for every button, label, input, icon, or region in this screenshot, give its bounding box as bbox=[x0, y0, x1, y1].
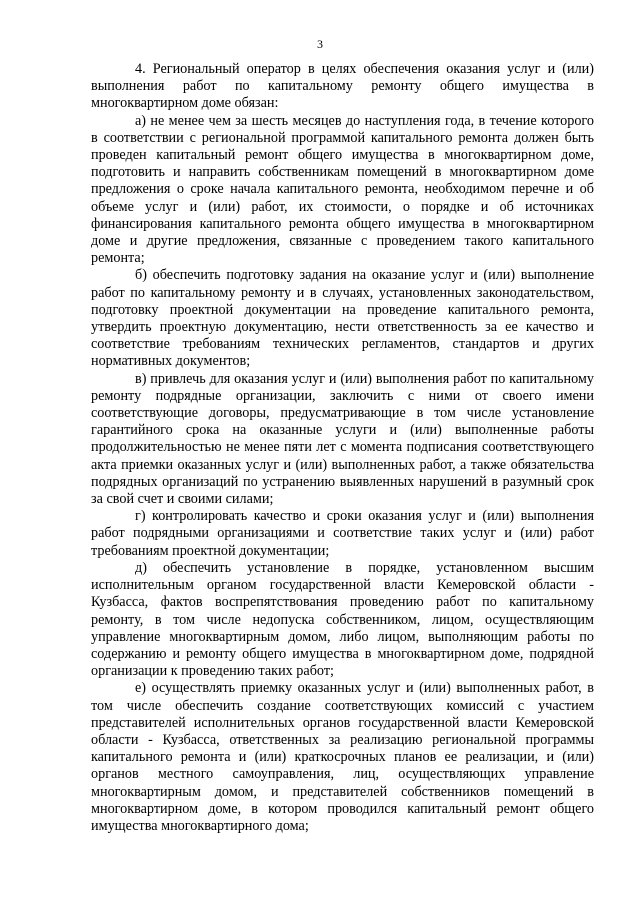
paragraph-item-e: е) осуществлять приемку оказанных услуг и (или) выполненных работ, в том числе обеспечить создание соответствующих комиссий с участием представителей исполнительных органов государственной власти Кемеровской области - Кузбасса, ответственных за реализацию региональной программы капитального ремонта и (или) краткосрочных планов ее реализации, и (или) органов местного самоуправления, лиц, осуществляющих управление многоквартирным домом, и представителей собственников помещений в многоквартирном доме, в котором проводился капитальный ремонт общего имущества многоквартирного дома; bbox=[91, 680, 594, 834]
page-number: 3 bbox=[317, 37, 323, 51]
paragraph-item-b: б) обеспечить подготовку задания на оказание услуг и (или) выполнение работ по капитальному ремонту и в случаях, установленных законодательством, подготовку проектной документации на проведение капитального ремонта, утвердить проектную документацию, нести ответственность за ее качество и соответствие требованиям технических регламентов, стандартов и других нормативных документов; bbox=[91, 267, 594, 370]
paragraph-item-a: а) не менее чем за шесть месяцев до наступления года, в течение которого в соответствии с региональной программой капитального ремонта должен быть проведен капитальный ремонт общего имущества в многоквартирном доме, подготовить и направить собственникам помещений в многоквартирном доме предложения о сроке начала капитального ремонта, необходимом перечне и об объеме услуг и (или) работ, их стоимости, о порядке и об источниках финансирования капитального ремонта общего имущества в многоквартирном доме и другие предложения, связанные с проведением такого капитального ремонта; bbox=[91, 112, 594, 267]
paragraph-4-intro: 4. Региональный оператор в целях обеспечения оказания услуг и (или) выполнения работ по капитальному ремонту общего имущества в многоквартирном доме обязан: bbox=[91, 61, 594, 112]
paragraph-item-g: г) контролировать качество и сроки оказания услуг и (или) выполнения работ подрядными организациями и соответствие таких услуг и (или) работ требованиям проектной документации; bbox=[91, 508, 594, 559]
paragraph-item-d: д) обеспечить установление в порядке, установленном высшим исполнительным органом государственной власти Кемеровской области - Кузбасса, фактов воспрепятствования проведению работ по капитальному ремонту, в том числе недопуска собственником, лицом, осуществляющим управление многоквартирным домом, либо лицом, выполняющим работы по содержанию и ремонту общего имущества в многоквартирном доме, подрядной организации к проведению таких работ; bbox=[91, 559, 594, 680]
document-body bbox=[91, 61, 594, 835]
paragraph-item-v: в) привлечь для оказания услуг и (или) выполнения работ по капитальному ремонту подрядные организации, заключить с ними от своего имени соответствующие договоры, предусматривающие в том числе установление гарантийного срока на оказанные услуги и (или) выполненные работы продолжительностью не менее пяти лет с момента подписания соответствующего акта приемки оказанных услуг и (или) выполненных работ, а также обязательства подрядных организаций по устранению выявленных нарушений в разумный срок за свой счет и своими силами; bbox=[91, 370, 594, 508]
